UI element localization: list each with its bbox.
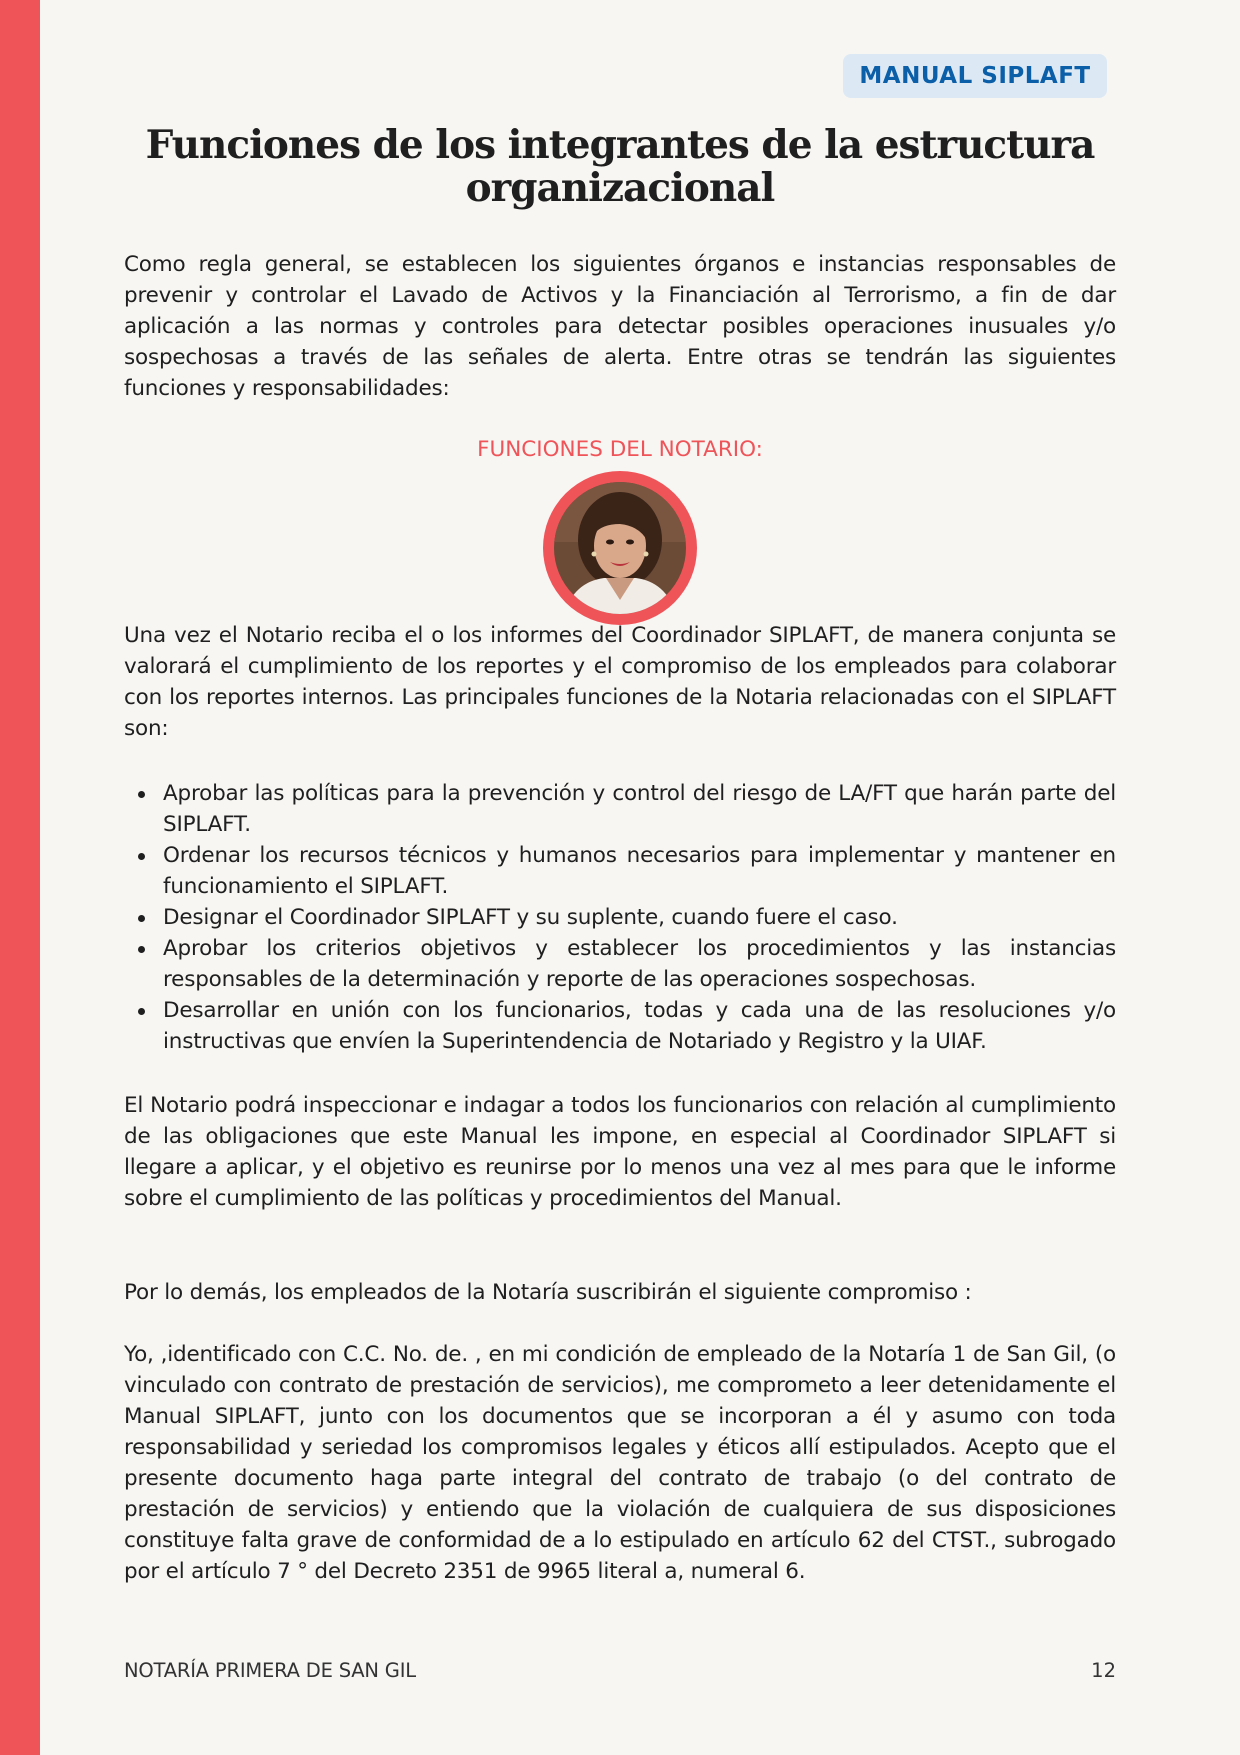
section-heading-notario: FUNCIONES DEL NOTARIO:	[477, 437, 763, 462]
bullet-icon	[138, 853, 145, 860]
bullet-icon	[138, 1008, 145, 1015]
list-item	[124, 778, 1116, 840]
compromiso-paragraph: Yo, ,identificado con C.C. No. de. , en mi condición de empleado de la Notaría 1 de San Gil, (o vinculado con contrato de prestación de servicios), me comprometo a leer detenidamente el Manual SIPLAFT, junto con los documentos que se incorporan a él y asumo con toda responsabilidad y seriedad los compromisos legales y éticos allí estipulados. Acepto que el presente documento haga parte integral del contrato de trabajo (o del contrato de prestación de servicios) y entiendo que la violación de cualquiera de sus disposiciones constituye falta grave de conformidad de a lo estipulado en artículo 62 del CTST., subrogado por el artículo 7 ° del Decreto 2351 de 9965 literal a, numeral 6.	[124, 1342, 1116, 1584]
list-item	[124, 933, 1116, 995]
inspeccion-paragraph: El Notario podrá inspeccionar e indagar a todos los funcionarios con relación al cumplimiento de las obligaciones que este Manual les impone, en especial al Coordinador SIPLAFT si llegare a aplicar, y el objetivo es reunirse por lo menos una vez al mes para que le informe sobre el cumplimiento de las políticas y procedimientos del Manual.	[124, 1093, 1116, 1211]
list-item-text: Ordenar los recursos técnicos y humanos necesarios para implementar y mantener en funcionamiento el SIPLAFT.	[163, 843, 1116, 899]
list-item-text: Designar el Coordinador SIPLAFT y su suplente, cuando fuere el caso.	[163, 905, 898, 930]
compromiso-intro-paragraph: Por lo demás, los empleados de la Notaría suscribirán el siguiente compromiso :	[124, 1280, 972, 1305]
left-accent-bar	[0, 0, 40, 1755]
notario-paragraph: Una vez el Notario reciba el o los informes del Coordinador SIPLAFT, de manera conjunta se valorará el cumplimiento de los reportes y el compromiso de los empleados para colaborar con los reportes internos. Las principales funciones de la Notaria relacionadas con el SIPLAFT son:	[124, 623, 1116, 741]
list-item	[124, 902, 1116, 933]
bullet-icon	[138, 915, 145, 922]
manual-badge: MANUAL SIPLAFT	[843, 54, 1107, 98]
footer-organization: NOTARÍA PRIMERA DE SAN GIL	[124, 1659, 416, 1682]
functions-list	[124, 778, 1116, 1057]
list-item-text: Aprobar las políticas para la prevención y control del riesgo de LA/FT que harán parte del SIPLAFT.	[163, 781, 1116, 837]
bullet-icon	[138, 946, 145, 953]
intro-paragraph: Como regla general, se establecen los siguientes órganos e instancias responsables de prevenir y controlar el Lavado de Activos y la Financiación al Terrorismo, a fin de dar aplicación a las normas y controles para detectar posibles operaciones inusuales y/o sospechosas a través de las señales de alerta. Entre otras se tendrán las siguientes funciones y responsabilidades:	[124, 252, 1116, 401]
notary-photo	[554, 482, 686, 614]
page-number: 12	[1091, 1659, 1116, 1682]
list-item-text: Desarrollar en unión con los funcionarios, todas y cada una de las resoluciones y/o instructivas que envíen la Superintendencia de Notariado y Registro y la UIAF.	[163, 998, 1116, 1054]
list-item	[124, 995, 1116, 1057]
list-item	[124, 840, 1116, 902]
notary-portrait	[543, 471, 697, 625]
list-item-text: Aprobar los criterios objetivos y establecer los procedimientos y las instancias responsables de la determinación y reporte de las operaciones sospechosas.	[163, 936, 1116, 992]
page-title: Funciones de los integrantes de la estructura organizacional	[145, 122, 1095, 211]
bullet-icon	[138, 791, 145, 798]
